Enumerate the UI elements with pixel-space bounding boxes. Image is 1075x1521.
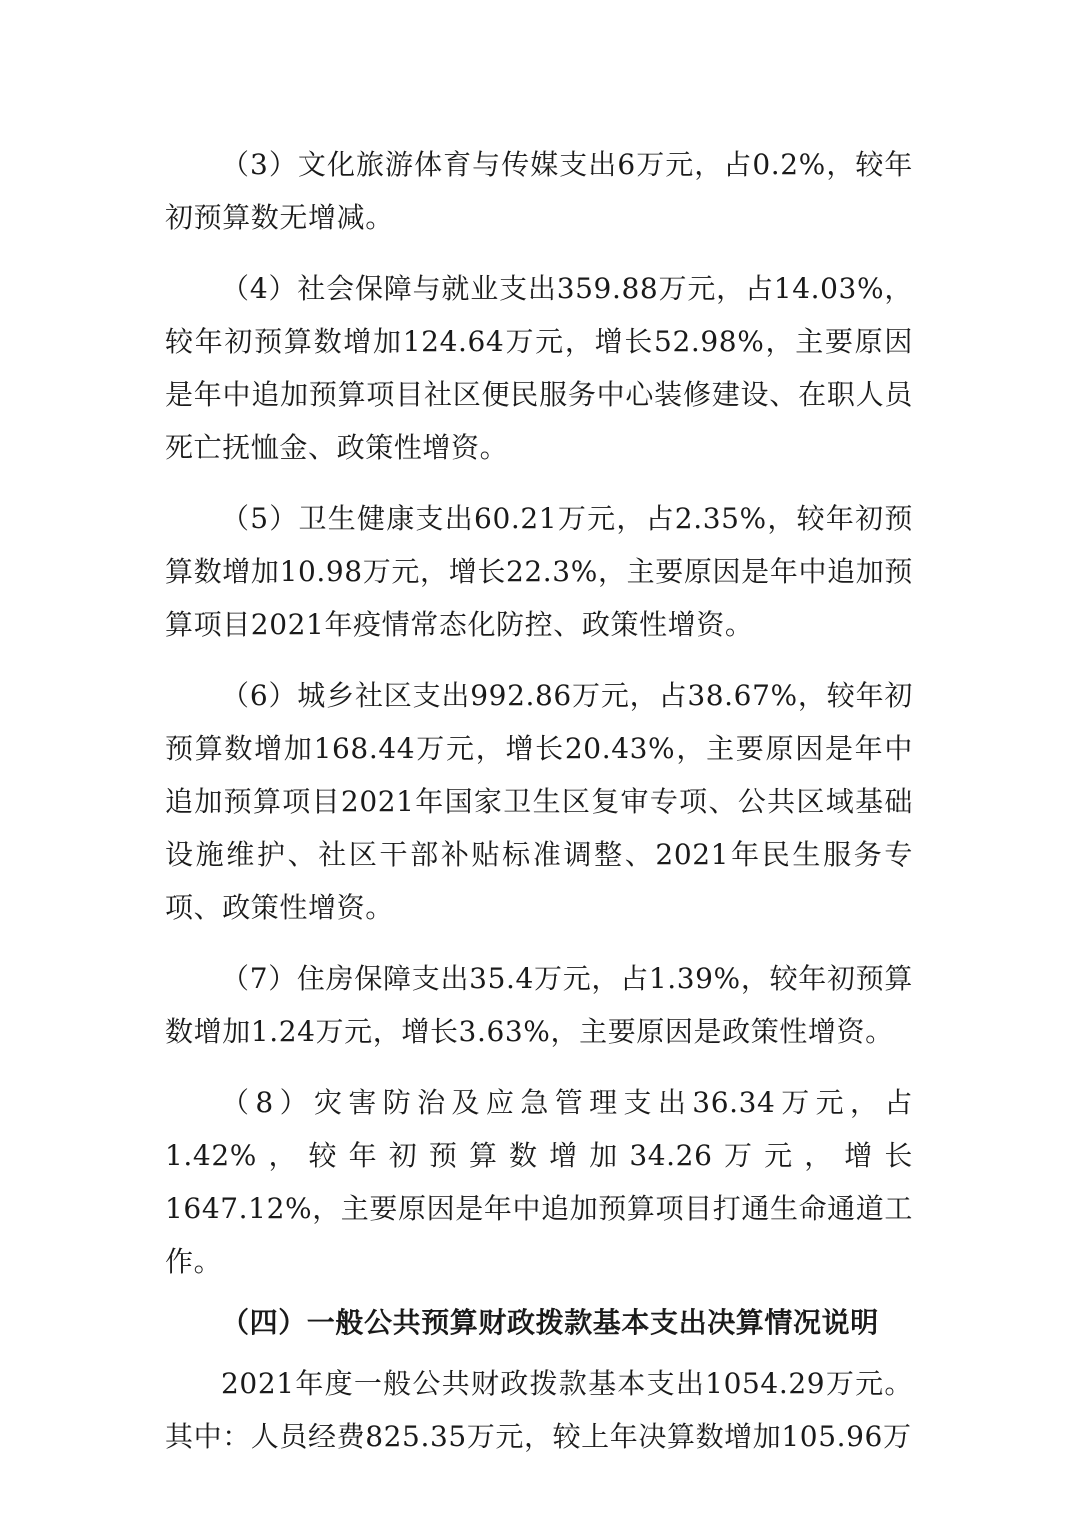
page-content [165,138,913,1463]
paragraph-health: （5）卫生健康支出60.21万元，占2.35%，较年初预算数增加10.98万元，增长22.3%，主要原因是年中追加预算项目2021年疫情常态化防控、政策性增资。 [165,502,913,641]
paragraph-social-security: （4）社会保障与就业支出359.88万元，占14.03%，较年初预算数增加124.64万元，增长52.98%，主要原因是年中追加预算项目社区便民服务中心装修建设、在职人员死亡抚恤金、政策性增资。 [165,272,913,464]
paragraph-culture-tourism: （3）文化旅游体育与传媒支出6万元，占0.2%，较年初预算数无增减。 [165,148,913,234]
paragraph-basic-expenditure: 2021年度一般公共财政拨款基本支出1054.29万元。其中：人员经费825.35万元，较上年决算数增加105.96万 [165,1367,913,1453]
section-heading: （四）一般公共预算财政拨款基本支出决算情况说明 [221,1306,879,1339]
paragraph-disaster-prevention: （8）灾害防治及应急管理支出36.34万元，占1.42%，较年初预算数增加34.26万元，增长1647.12%，主要原因是年中追加预算项目打通生命通道工作。 [165,1086,913,1278]
paragraph-housing: （7）住房保障支出35.4万元，占1.39%，较年初预算数增加1.24万元，增长3.63%，主要原因是政策性增资。 [165,962,913,1048]
paragraph-urban-rural: （6）城乡社区支出992.86万元，占38.67%，较年初预算数增加168.44万元，增长20.43%，主要原因是年中追加预算项目2021年国家卫生区复审专项、公共区域基础设施维护、社区干部补贴标准调整、2021年民生服务专项、政策性增资。 [165,679,913,924]
